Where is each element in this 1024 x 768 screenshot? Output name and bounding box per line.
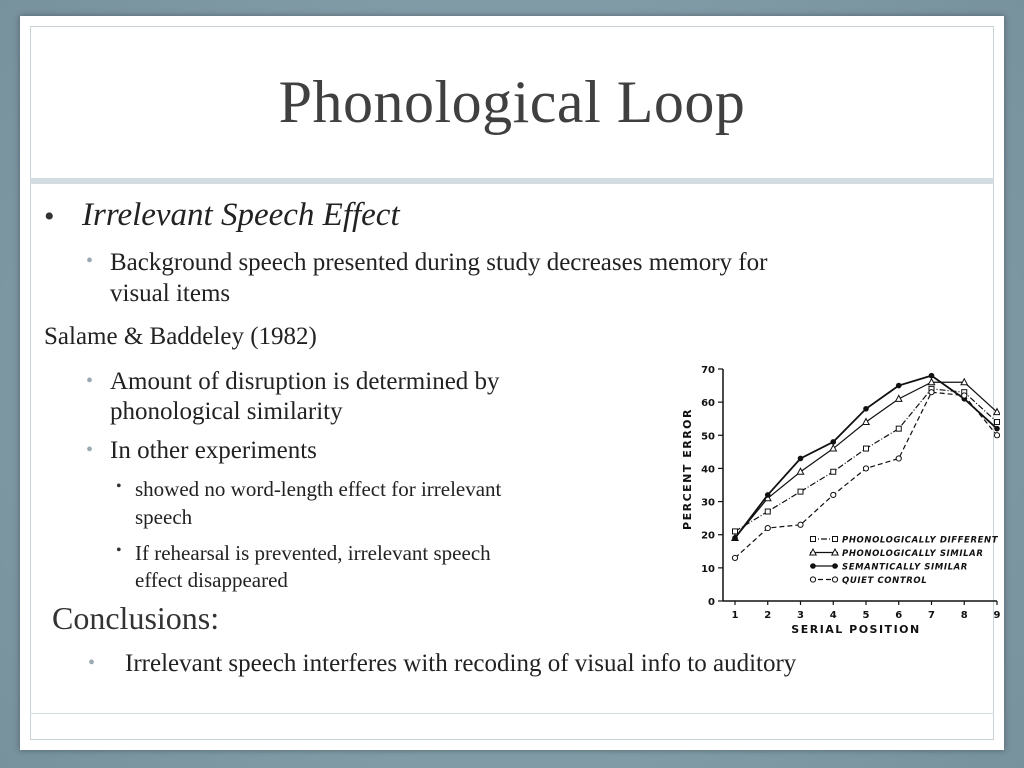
sub-bullet-disruption-line1: Amount of disruption is determined by [110, 368, 500, 395]
y-tick-label-60: 60 [701, 398, 715, 410]
y-tick-label-10: 10 [701, 563, 715, 575]
series-1-point-3 [797, 468, 803, 474]
x-axis-label: SERIAL POSITION [791, 623, 921, 636]
legend-label-3: QUIET CONTROL [842, 576, 928, 586]
legend-label-2: SEMANTICALLY SIMILAR [842, 562, 968, 573]
series-3-point-7 [929, 390, 934, 395]
subsub-rehearsal-line2: effect disappeared [135, 568, 288, 592]
legend-marker-b-3 [832, 577, 837, 582]
y-tick-label-0: 0 [708, 597, 715, 608]
title-area [20, 16, 1004, 180]
conclusion-bullet: Irrelevant speech interferes with recoding of visual info to auditory [125, 650, 797, 677]
sub-bullet-background-speech-line1: Background speech presented during study decreases memory for [110, 249, 768, 276]
series-0-point-9 [995, 420, 1000, 425]
series-3-point-4 [831, 492, 836, 497]
bullet-irrelevant-speech-effect: Irrelevant Speech Effect [82, 197, 400, 233]
series-1-point-4 [830, 445, 836, 451]
series-2-point-9 [994, 426, 1000, 432]
series-0-point-5 [864, 446, 869, 451]
y-tick-label-20: 20 [701, 530, 715, 542]
series-3-point-5 [863, 466, 868, 471]
bullet-dot: • [86, 439, 94, 461]
bullet-dot: • [88, 652, 96, 674]
bullet-dot: • [86, 370, 94, 392]
series-2-point-7 [929, 373, 935, 379]
series-3-point-2 [765, 525, 770, 530]
y-tick-label-50: 50 [701, 431, 715, 443]
chart-legend [810, 536, 999, 587]
sub-bullet-disruption-line2: phonological similarity [110, 398, 343, 425]
series-line-3 [735, 392, 997, 558]
series-line-1 [735, 382, 997, 538]
subsub-word-length-line2: speech [135, 505, 193, 529]
legend-marker-a-2 [810, 563, 816, 569]
series-3-point-1 [732, 555, 737, 560]
subsub-rehearsal-line1: If rehearsal is prevented, irrelevant speech [135, 541, 491, 565]
x-tick-label-9: 9 [993, 610, 1000, 621]
x-tick-label-2: 2 [764, 610, 772, 621]
serial-position-chart [660, 351, 1000, 641]
bullet-dot: • [116, 542, 122, 559]
slide-title: Phonological Loop [278, 69, 746, 135]
y-tick-label-30: 30 [701, 497, 715, 509]
x-tick-label-4: 4 [829, 610, 837, 621]
x-tick-label-3: 3 [797, 610, 804, 621]
sub-bullet-background-speech-line2: visual items [110, 280, 231, 307]
y-tick-label-70: 70 [701, 365, 715, 376]
series-3-point-8 [962, 393, 967, 398]
y-tick-label-40: 40 [701, 464, 715, 476]
chart-series [732, 373, 1000, 561]
series-0-point-2 [765, 509, 770, 514]
x-tick-label-8: 8 [960, 610, 968, 621]
x-tick-label-6: 6 [895, 610, 903, 621]
bullet-dot: • [86, 250, 94, 272]
series-1-point-5 [863, 419, 869, 425]
series-3-point-3 [798, 522, 803, 527]
x-tick-label-1: 1 [731, 610, 739, 621]
series-0-point-3 [798, 489, 803, 494]
legend-marker-a-3 [810, 577, 815, 582]
series-0-point-6 [896, 426, 901, 431]
sub-bullet-other-experiments: In other experiments [110, 437, 317, 464]
slide [20, 16, 1004, 750]
legend-marker-a-0 [811, 537, 816, 542]
series-2-point-5 [863, 406, 869, 412]
bullet-dot: • [44, 200, 55, 233]
series-2-point-6 [896, 383, 902, 389]
legend-marker-b-2 [832, 563, 838, 569]
bottom-divider [30, 713, 994, 714]
legend-label-0: PHONOLOGICALLY DIFFERENT [842, 535, 999, 546]
x-tick-label-5: 5 [862, 610, 870, 621]
citation: Salame & Baddeley (1982) [44, 323, 317, 350]
y-axis-label: PERCENT ERROR [681, 408, 694, 530]
x-tick-label-7: 7 [928, 610, 935, 621]
title-divider [30, 178, 994, 184]
series-2-point-1 [732, 535, 738, 541]
series-line-2 [735, 376, 997, 538]
series-2-point-4 [830, 439, 836, 445]
series-0-point-4 [831, 469, 836, 474]
legend-marker-b-0 [833, 537, 838, 542]
series-3-point-9 [994, 433, 999, 438]
series-0-point-1 [733, 529, 738, 534]
legend-label-1: PHONOLOGICALLY SIMILAR [842, 549, 984, 559]
subsub-word-length-line1: showed no word-length effect for irrelevant [135, 477, 502, 501]
series-2-point-3 [798, 456, 804, 462]
conclusions-heading: Conclusions: [52, 600, 220, 636]
bullet-dot: • [116, 478, 122, 495]
series-2-point-2 [765, 492, 771, 498]
series-3-point-6 [896, 456, 901, 461]
